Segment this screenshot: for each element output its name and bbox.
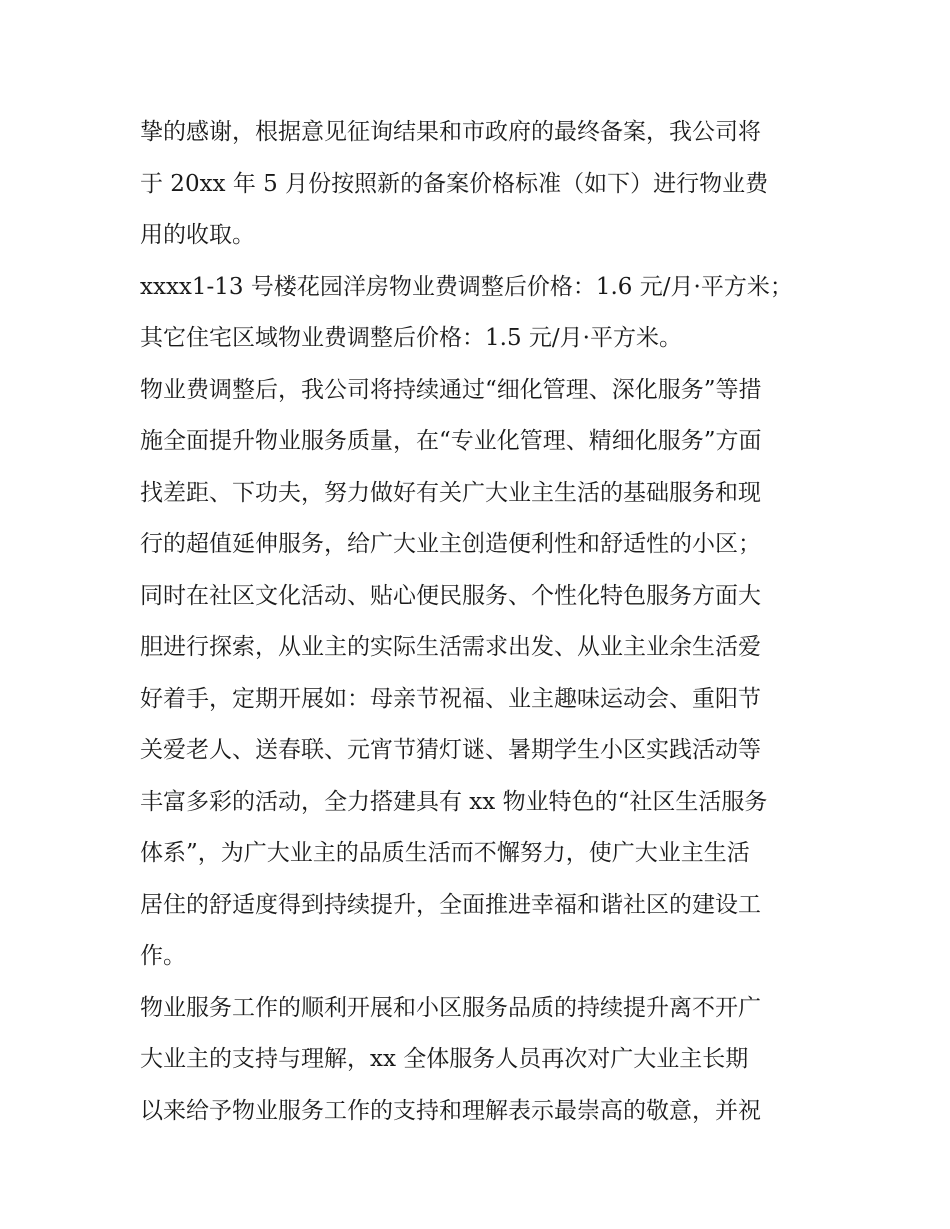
- text-line: 同时在社区文化活动、贴心便民服务、个性化特色服务方面大: [140, 582, 761, 609]
- text-line: 胆进行探索，从业主的实际生活需求出发、从业主业余生活爱: [140, 634, 761, 660]
- text-line: 居住的舒适度得到持续提升，全面推进幸福和谐社区的建设工: [140, 891, 761, 918]
- text-line: 其它住宅区域物业费调整后价格：1.5 元/月·平方米。: [140, 325, 682, 351]
- text-line: 用的收取。: [140, 222, 255, 248]
- text-line: 好着手，定期开展如：母亲节祝福、业主趣味运动会、重阳节: [140, 685, 761, 712]
- text-line: xxxx1-13 号楼花园洋房物业费调整后价格：1.6 元/月·平方米；: [140, 273, 793, 300]
- text-line: 体系”，为广大业主的品质生活而不懈努力，使广大业主生活: [140, 840, 750, 866]
- text-line: 施全面提升物业服务质量，在“专业化管理、精细化服务”方面: [140, 428, 762, 454]
- text-line: 挚的感谢，根据意见征询结果和市政府的最终备案，我公司将: [140, 119, 761, 145]
- text-line: 物业服务工作的顺利开展和小区服务品质的持续提升离不开广: [140, 994, 761, 1021]
- text-line: 于 20xx 年 5 月份按照新的备案价格标准（如下）进行物业费: [140, 170, 769, 197]
- text-line: 作。: [140, 943, 186, 969]
- body-text: [140, 107, 820, 1137]
- text-line: 丰富多彩的活动，全力搭建具有 xx 物业特色的“社区生活服务: [140, 788, 768, 815]
- text-line: 找差距、下功夫，努力做好有关广大业主生活的基础服务和现: [140, 479, 761, 506]
- text-line: 行的超值延伸服务，给广大业主创造便利性和舒适性的小区；: [140, 531, 761, 557]
- text-line: 物业费调整后，我公司将持续通过“细化管理、深化服务”等措: [140, 376, 762, 403]
- text-line: 大业主的支持与理解，xx 全体服务人员再次对广大业主长期: [140, 1046, 749, 1072]
- text-line: 关爱老人、送春联、元宵节猜灯谜、暑期学生小区实践活动等: [140, 737, 761, 763]
- text-line: 以来给予物业服务工作的支持和理解表示最崇高的敬意，并祝: [140, 1097, 761, 1124]
